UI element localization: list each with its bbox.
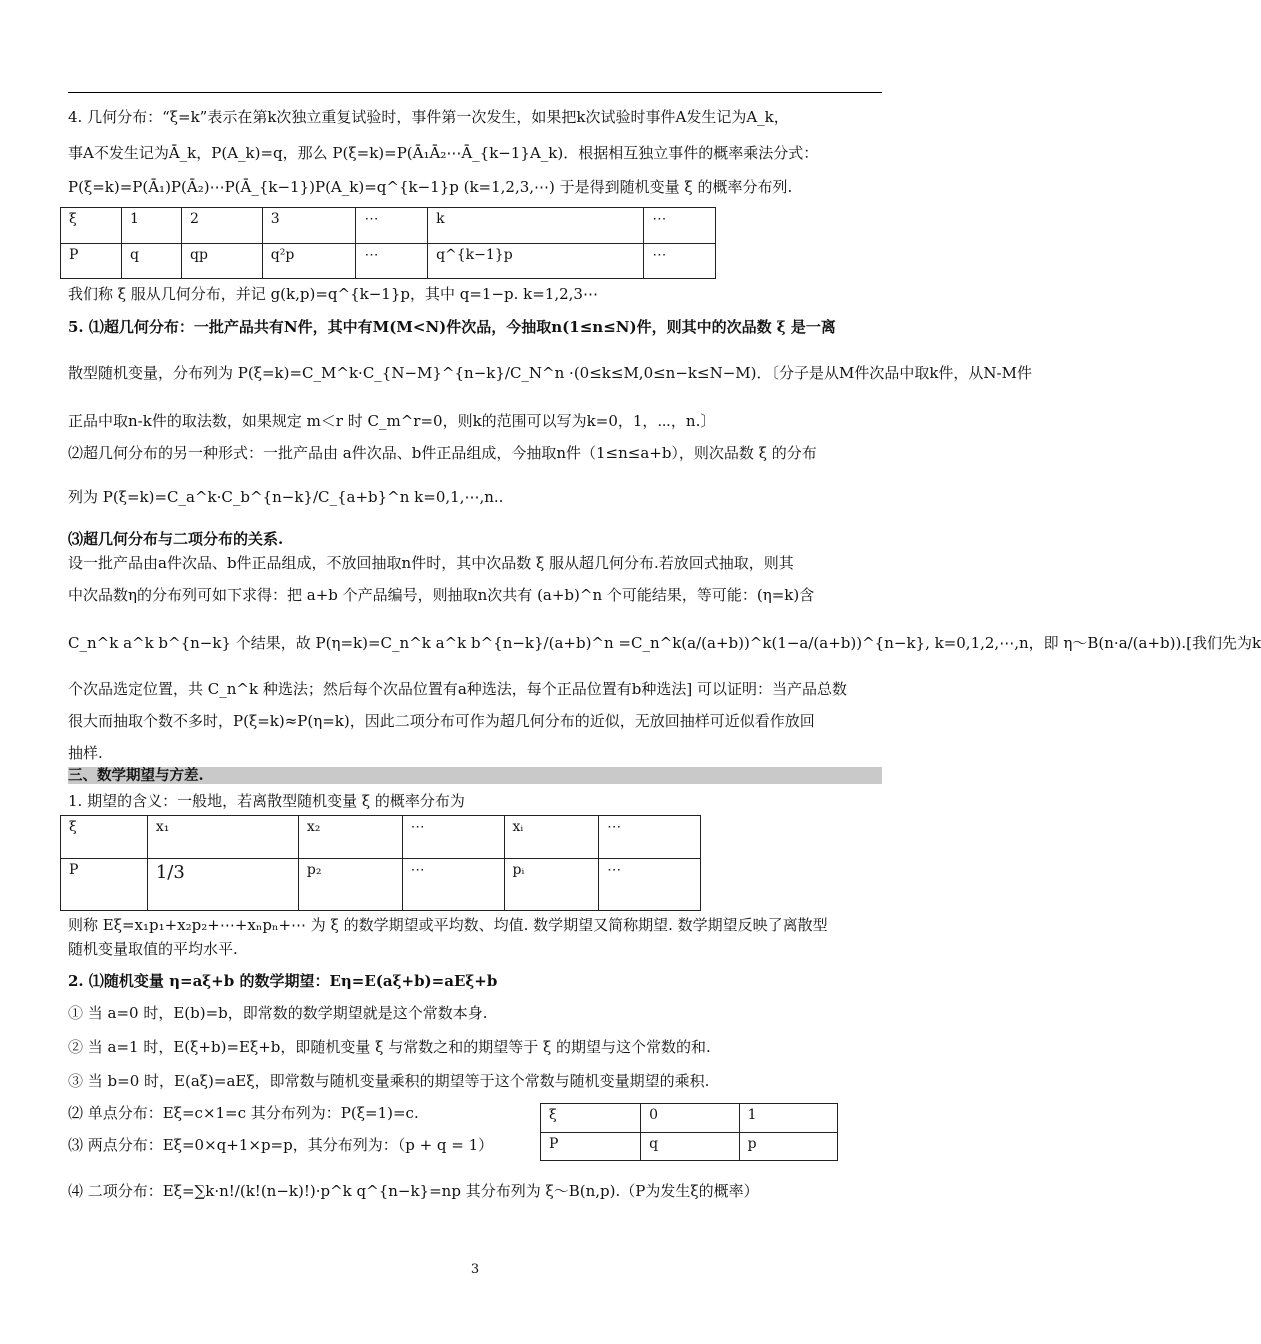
- para-hypergeo-heading: ⑶超几何分布与二项分布的关系.: [68, 530, 284, 548]
- table-cell: ⋯: [402, 816, 504, 859]
- expectation-table: [60, 815, 701, 911]
- para-expect-7: ③ 当 b=0 时，E(aξ)=aEξ，即常数与随机变量乘积的期望等于这个常数与随机变量期望的乘积.: [68, 1072, 710, 1090]
- table-cell: q^{k−1}p: [428, 243, 644, 279]
- para-expect-6: ② 当 a=1 时，E(ξ+b)=Eξ+b，即随机变量 ξ 与常数之和的期望等于 ξ 的期望与这个常数的和.: [68, 1038, 711, 1056]
- para-binomial: ⑷ 二项分布：Eξ=∑k·n!/(k!(n−k)!)·p^k q^{n−k}=np 其分布列为 ξ～B(n,p).（P为发生ξ的概率）: [68, 1182, 759, 1200]
- table-row: [61, 816, 701, 859]
- table-cell: 2: [182, 208, 263, 244]
- para-two-point: ⑶ 两点分布：Eξ=0×q+1×p=p，其分布列为：（p + q = 1）: [68, 1136, 494, 1154]
- para-hypergeo-4: ⑵超几何分布的另一种形式：一批产品由 a件次品、b件正品组成，今抽取n件（1≤n≤a+b），则次品数 ξ 的分布: [68, 444, 817, 462]
- para-hypergeo-9: 个次品选定位置，共 C_n^k 种选法；然后每个次品位置有a种选法，每个正品位置有b种选法] 可以证明：当产品总数: [68, 680, 848, 698]
- table-row: [541, 1104, 838, 1133]
- table-cell: ⋯: [356, 208, 428, 244]
- para-expect-5: ① 当 a=0 时，E(b)=b，即常数的数学期望就是这个常数本身.: [68, 1004, 488, 1022]
- para-single-point: ⑵ 单点分布：Eξ=c×1=c 其分布列为：P(ξ=1)=c.: [68, 1104, 419, 1122]
- table-cell: pᵢ: [504, 858, 599, 910]
- para-geometric-4: 我们称 ξ 服从几何分布，并记 g(k,p)=q^{k−1}p，其中 q=1−p. k=1,2,3⋯: [68, 285, 598, 303]
- table-cell: ξ: [61, 208, 122, 244]
- table-cell: ξ: [541, 1104, 641, 1133]
- table-cell: q²p: [262, 243, 356, 279]
- para-expect-1: 1. 期望的含义：一般地，若离散型随机变量 ξ 的概率分布为: [68, 792, 465, 810]
- table-cell: ⋯: [402, 858, 504, 910]
- table-cell: ⋯: [599, 858, 701, 910]
- para-geometric-3: P(ξ=k)=P(Ā₁)P(Ā₂)⋯P(Ā_{k−1})P(A_k)=q^{k−1}p (k=1,2,3,⋯) 于是得到随机变量 ξ 的概率分布列.: [68, 178, 793, 196]
- table-cell: 1: [122, 208, 182, 244]
- table-cell: k: [428, 208, 644, 244]
- table-cell: xᵢ: [504, 816, 599, 859]
- table-cell: qp: [182, 243, 263, 279]
- table-cell: q: [122, 243, 182, 279]
- table-cell: q: [641, 1132, 739, 1161]
- table-cell: x₂: [298, 816, 402, 859]
- para-expect-4: 2. ⑴随机变量 η=aξ+b 的数学期望：Eη=E(aξ+b)=aEξ+b: [68, 972, 498, 990]
- table-cell: P: [541, 1132, 641, 1161]
- table-row: [541, 1132, 838, 1161]
- para-expect-2: 则称 Eξ=x₁p₁+x₂p₂+⋯+xₙpₙ+⋯ 为 ξ 的数学期望或平均数、均值. 数学期望又简称期望. 数学期望反映了离散型: [68, 916, 828, 934]
- para-hypergeo-8: C_n^k a^k b^{n−k} 个结果，故 P(η=k)=C_n^k a^k b^{n−k}/(a+b)^n =C_n^k(a/(a+b))^k(1−a/(a+b))^{n−k}, k=0,1,2,⋯,n，即 η～B(n·a/(a+b)).[我们先为k: [68, 634, 1261, 652]
- table-cell: p₂: [298, 858, 402, 910]
- para-hypergeo-6: 设一批产品由a件次品、b件正品组成，不放回抽取n件时，其中次品数 ξ 服从超几何分布.若放回式抽取，则其: [68, 554, 794, 572]
- table-cell: ⋯: [644, 243, 716, 279]
- geometric-distribution-table: [60, 207, 716, 279]
- table-row: [61, 858, 701, 910]
- table-cell: P: [61, 858, 148, 910]
- table-cell: p: [739, 1132, 837, 1161]
- table-cell: x₁: [147, 816, 298, 859]
- para-hypergeo-5: 列为 P(ξ=k)=C_a^k·C_b^{n−k}/C_{a+b}^n k=0,1,⋯,n..: [68, 488, 504, 506]
- para-hypergeo-2: 散型随机变量，分布列为 P(ξ=k)=C_M^k·C_{N−M}^{n−k}/C_N^n ·(0≤k≤M,0≤n−k≤N−M)．〔分子是从M件次品中取k件，从N-M件: [68, 364, 1032, 382]
- table-cell: 0: [641, 1104, 739, 1133]
- table-cell: ⋯: [356, 243, 428, 279]
- para-hypergeo-3: 正品中取n-k件的取法数，如果规定 m＜r 时 C_m^r=0，则k的范围可以写为k=0，1，⋯，n.〕: [68, 412, 716, 430]
- section-heading: 三、数学期望与方差.: [68, 767, 882, 784]
- header-rule: [68, 92, 882, 93]
- table-cell: ⋯: [599, 816, 701, 859]
- para-hypergeo-7: 中次品数η的分布列可如下求得：把 a+b 个产品编号，则抽取n次共有 (a+b)^n 个可能结果，等可能：(η=k)含: [68, 586, 815, 604]
- table-cell: ξ: [61, 816, 148, 859]
- para-hypergeo-11: 抽样.: [68, 744, 103, 762]
- para-geometric-1: 4. 几何分布：“ξ=k”表示在第k次独立重复试验时，事件第一次发生，如果把k次试验时事件A发生记为A_k，: [68, 108, 789, 126]
- para-expect-3: 随机变量取值的平均水平.: [68, 940, 238, 958]
- para-hypergeo-10: 很大而抽取个数不多时，P(ξ=k)≈P(η=k)，因此二项分布可作为超几何分布的近似，无放回抽样可近似看作放回: [68, 712, 815, 730]
- table-cell: P: [61, 243, 122, 279]
- table-cell: ⋯: [644, 208, 716, 244]
- two-point-table: [540, 1103, 838, 1161]
- para-hypergeo-1: 5. ⑴超几何分布：一批产品共有N件，其中有M(M<N)件次品，今抽取n(1≤n≤N)件，则其中的次品数 ξ 是一离: [68, 318, 836, 336]
- page-number: 3: [470, 1262, 480, 1277]
- table-row: [61, 208, 716, 244]
- para-geometric-2: 事A不发生记为Ā_k，P(A_k)=q，那么 P(ξ=k)=P(Ā₁Ā₂⋯Ā_{k−1}A_k)．根据相互独立事件的概率乘法分式：: [68, 144, 819, 162]
- table-cell: 1/3: [147, 858, 298, 910]
- table-cell: 3: [262, 208, 356, 244]
- table-cell: 1: [739, 1104, 837, 1133]
- table-row: [61, 243, 716, 279]
